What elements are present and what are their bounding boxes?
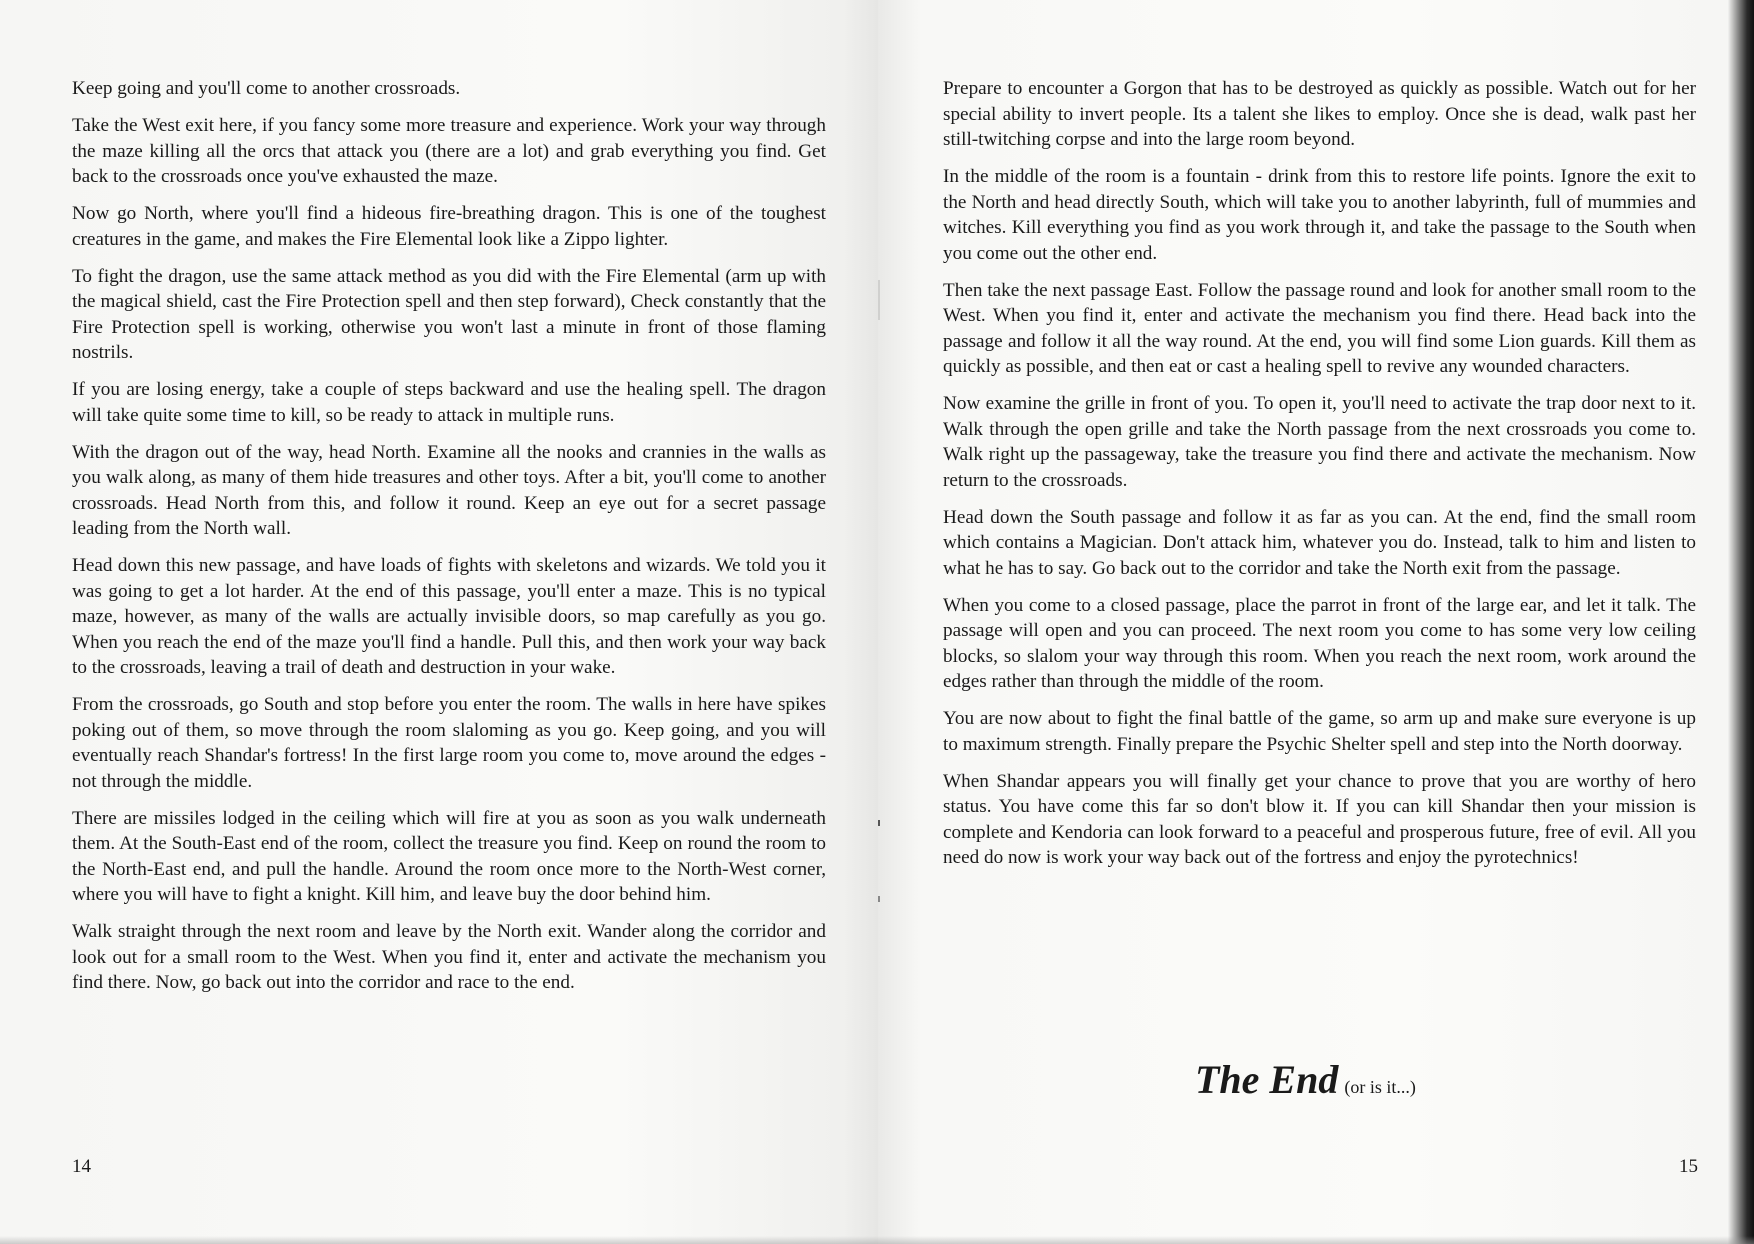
closing-heading xyxy=(1195,1056,1416,1103)
paragraph: There are missiles lodged in the ceiling which will fire at you as soon as you walk underneath them. At the South-East end of the room, collect the treasure you find. Keep on round the room to the North-East end, and pull the handle. Around the room once more to the North-West corner, where you will have to fight a knight. Kill him, and leave buy the door behind him. xyxy=(72,807,826,905)
paragraph: Now examine the grille in front of you. To open it, you'll need to activate the trap door next to it. Walk through the open grille and take the North passage from the next crossroads you come to. Walk right up the passageway, take the treasure you find there and activate the mechanism. Now return to the crossroads. xyxy=(943,393,1696,491)
page-edge-shadow xyxy=(878,1236,1754,1244)
paragraph: When Shandar appears you will finally get your chance to prove that you are worthy of hero status. You have come this far so don't blow it. If you can kill Shandar then your mission is complete and Kendoria can look forward to a peaceful and prosperous future, free of evil. All you need do now is work your way back out of the fortress and enjoy the pyrotechnics! xyxy=(943,770,1696,868)
paragraph: Then take the next passage East. Follow the passage round and look for another small room to the West. When you find it, enter and activate the mechanism you find there. Head back into the passage and follow it all the way round. At the end, you will find some Lion guards. Kill them as quickly as possible, and then eat or cast a healing spell to revive any wounded characters. xyxy=(943,279,1696,377)
paragraph: Take the West exit here, if you fancy some more treasure and experience. Work your way through the maze killing all the orcs that attack you (there are a lot) and grab everything you find. Get back to the crossroads once you've exhausted the maze. xyxy=(72,115,826,187)
staple-mark xyxy=(878,820,880,826)
gutter-crease xyxy=(878,280,880,320)
paragraph: Now go North, where you'll find a hideous fire-breathing dragon. This is one of the toughest creatures in the game, and makes the Fire Elemental look like a Zippo lighter. xyxy=(72,203,826,250)
paragraph: Head down the South passage and follow it as far as you can. At the end, find the small room which contains a Magician. Don't attack him, whatever you do. Instead, talk to him and listen to what he has to say. Go back out to the corridor and take the North exit from the passage. xyxy=(943,506,1696,579)
right-page-body xyxy=(943,76,1696,882)
the-end-subtitle: (or is it...) xyxy=(1344,1077,1416,1097)
page-number: 15 xyxy=(1679,1156,1698,1177)
paragraph: From the crossroads, go South and stop before you enter the room. The walls in here have spikes poking out of them, so move through the room slaloming as you go. Keep going, and you will eventually reach Shandar's fortress! In the first large room you come to, move around the edges - not through the middle. xyxy=(72,694,826,792)
paragraph: With the dragon out of the way, head North. Examine all the nooks and crannies in the walls as you walk along, as many of them hide treasures and other toys. After a bit, you'll come to another crossroads. Head North from this, and follow it round. Keep an eye out for a secret passage leading from the North wall. xyxy=(72,441,826,539)
paragraph: Walk straight through the next room and leave by the North exit. Wander along the corridor and look out for a small room to the West. When you find it, enter and activate the mechanism you find there. Now, go back out into the corridor and race to the end. xyxy=(72,921,826,993)
staple-mark xyxy=(878,896,880,902)
paragraph: You are now about to fight the final battle of the game, so arm up and make sure everyone is up to maximum strength. Finally prepare the Psychic Shelter spell and step into the North doorway. xyxy=(943,708,1696,755)
right-page xyxy=(878,0,1754,1244)
paragraph: To fight the dragon, use the same attack method as you did with the Fire Elemental (arm up with the magical shield, cast the Fire Protection spell and then step forward), Check constantly that the Fire Protection spell is working, otherwise you won't last a minute in front of those flaming nostrils. xyxy=(72,265,826,363)
page-edge-shadow xyxy=(0,1236,878,1244)
paragraph: Prepare to encounter a Gorgon that has to be destroyed as quickly as possible. Watch out for her special ability to invert people. Its a talent she likes to employ. Once she is dead, walk past her still-twitching corpse and into the large room beyond. xyxy=(943,78,1696,150)
paragraph: In the middle of the room is a fountain - drink from this to restore life points. Ignore the exit to the North and head directly South, which will take you to another labyrinth, full of mummies and witches. Kill everything you find as you work through it, and take the passage to the South when you come out the other end. xyxy=(943,166,1696,264)
paragraph: If you are losing energy, take a couple of steps backward and use the healing spell. The dragon will take quite some time to kill, so be ready to attack in multiple runs. xyxy=(72,379,826,426)
paragraph: Head down this new passage, and have loads of fights with skeletons and wizards. We told you it was going to get a lot harder. At the end of this passage, you'll enter a maze. This is no typical maze, however, as many of the walls are actually invisible doors, so map carefully as you go. When you reach the end of the maze you'll find a handle. Pull this, and then work your way back to the crossroads, leaving a trail of death and destruction in your wake. xyxy=(72,555,826,678)
page-number: 14 xyxy=(72,1156,91,1177)
paragraph: When you come to a closed passage, place the parrot in front of the large ear, and let it talk. The passage will open and you can proceed. The next room you come to has some very low ceiling blocks, so slalom your way through this room. When you reach the next room, work around the edges rather than through the middle of the room. xyxy=(943,594,1696,692)
the-end-title: The End xyxy=(1195,1057,1339,1102)
paragraph: Keep going and you'll come to another crossroads. xyxy=(72,78,461,99)
left-page-body xyxy=(72,76,826,1007)
